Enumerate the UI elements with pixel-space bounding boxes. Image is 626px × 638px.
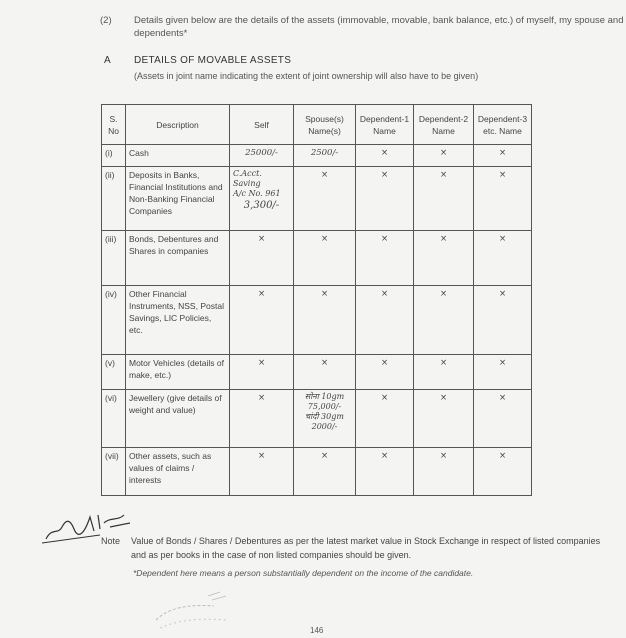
row-description: Other Financial Instruments, NSS, Postal Savings, LIC Policies, etc. bbox=[126, 286, 230, 355]
row-sno: (v) bbox=[102, 355, 126, 390]
intro-number: (2) bbox=[100, 15, 112, 26]
spouse-jewellery-line-2: 75,000/- bbox=[307, 402, 342, 411]
row-dependent-1-mark: × bbox=[356, 167, 414, 231]
table-row bbox=[102, 390, 532, 448]
row-sno: (i) bbox=[102, 145, 126, 167]
self-bank-line-3: 3,300/- bbox=[243, 200, 280, 211]
header-dependent-2: Dependent-2 Name bbox=[414, 105, 474, 145]
table-header-row bbox=[102, 105, 532, 145]
row-description: Jewellery (give details of weight and value) bbox=[126, 390, 230, 448]
row-dependent-3-mark: × bbox=[474, 390, 532, 448]
row-description: Motor Vehicles (details of make, etc.) bbox=[126, 355, 230, 390]
row-description: Cash bbox=[126, 145, 230, 167]
header-dependent-3: Dependent-3 etc. Name bbox=[474, 105, 532, 145]
row-dependent-3-mark: × bbox=[474, 355, 532, 390]
row-dependent-1-mark: × bbox=[356, 355, 414, 390]
row-spouse-value bbox=[294, 390, 356, 448]
row-dependent-2-mark: × bbox=[414, 231, 474, 286]
row-dependent-2-mark: × bbox=[414, 448, 474, 496]
row-self-mark: × bbox=[230, 231, 294, 286]
table-row bbox=[102, 231, 532, 286]
note-text: Value of Bonds / Shares / Debentures as per the latest market value in Stock Exchange in respect of listed companies and as per books in the case of non listed companies should be given. bbox=[131, 536, 601, 560]
row-dependent-2-mark: × bbox=[414, 145, 474, 167]
page-number: 146 bbox=[310, 626, 324, 635]
spouse-jewellery-line-1: सोना 10gm bbox=[304, 392, 345, 401]
dependent-definition: *Dependent here means a person substantially dependent on the income of the candidate. bbox=[133, 568, 474, 578]
section-letter: A bbox=[104, 55, 111, 66]
row-description: Bonds, Debentures and Shares in companies bbox=[126, 231, 230, 286]
row-description: Other assets, such as values of claims / interests bbox=[126, 448, 230, 496]
row-self-mark: × bbox=[230, 286, 294, 355]
row-dependent-1-mark: × bbox=[356, 448, 414, 496]
row-spouse-mark: × bbox=[294, 286, 356, 355]
row-sno: (iv) bbox=[102, 286, 126, 355]
row-dependent-3-mark: × bbox=[474, 286, 532, 355]
row-self-mark: × bbox=[230, 355, 294, 390]
table-row bbox=[102, 448, 532, 496]
row-sno: (ii) bbox=[102, 167, 126, 231]
row-dependent-1-mark: × bbox=[356, 231, 414, 286]
section-title: DETAILS OF MOVABLE ASSETS bbox=[134, 55, 292, 66]
section-note: (Assets in joint name indicating the extent of joint ownership will also have to be given) bbox=[134, 71, 479, 81]
row-dependent-2-mark: × bbox=[414, 390, 474, 448]
table-row bbox=[102, 145, 532, 167]
row-sno: (vi) bbox=[102, 390, 126, 448]
faded-stamp bbox=[148, 590, 238, 634]
row-description: Deposits in Banks, Financial Institutions and Non-Banking Financial Companies bbox=[126, 167, 230, 231]
table-row bbox=[102, 167, 532, 231]
row-dependent-1-mark: × bbox=[356, 390, 414, 448]
row-self-mark: × bbox=[230, 448, 294, 496]
row-dependent-2-mark: × bbox=[414, 355, 474, 390]
spouse-jewellery-line-4: 2000/- bbox=[311, 422, 338, 431]
row-dependent-3-mark: × bbox=[474, 231, 532, 286]
row-self-mark: × bbox=[230, 390, 294, 448]
row-sno: (vii) bbox=[102, 448, 126, 496]
header-self: Self bbox=[230, 105, 294, 145]
row-spouse-mark: × bbox=[294, 231, 356, 286]
row-sno: (iii) bbox=[102, 231, 126, 286]
intro-text: Details given below are the details of the assets (immovable, movable, bank balance, etc.) of myself, my spouse and dependents* bbox=[134, 15, 624, 39]
table-row bbox=[102, 286, 532, 355]
table-row bbox=[102, 355, 532, 390]
row-self-value: 25000/- bbox=[230, 145, 294, 167]
row-spouse-mark: × bbox=[294, 167, 356, 231]
row-dependent-3-mark: × bbox=[474, 167, 532, 231]
row-self-value bbox=[230, 167, 294, 231]
header-sno: S. No bbox=[102, 105, 126, 145]
spouse-jewellery-line-3: चांदी 30gm bbox=[305, 412, 344, 421]
note-label: Note bbox=[101, 536, 121, 546]
row-spouse-mark: × bbox=[294, 355, 356, 390]
row-dependent-1-mark: × bbox=[356, 145, 414, 167]
movable-assets-table bbox=[101, 104, 532, 496]
row-dependent-1-mark: × bbox=[356, 286, 414, 355]
self-bank-line-2: A/c No. 961 bbox=[233, 189, 281, 198]
header-spouse: Spouse(s) Name(s) bbox=[294, 105, 356, 145]
row-spouse-value: 2500/- bbox=[294, 145, 356, 167]
row-dependent-3-mark: × bbox=[474, 145, 532, 167]
header-dependent-1: Dependent-1 Name bbox=[356, 105, 414, 145]
header-description: Description bbox=[126, 105, 230, 145]
row-dependent-2-mark: × bbox=[414, 167, 474, 231]
row-dependent-2-mark: × bbox=[414, 286, 474, 355]
self-bank-line-1: C.Acct. Saving bbox=[233, 169, 262, 188]
row-spouse-mark: × bbox=[294, 448, 356, 496]
row-dependent-3-mark: × bbox=[474, 448, 532, 496]
